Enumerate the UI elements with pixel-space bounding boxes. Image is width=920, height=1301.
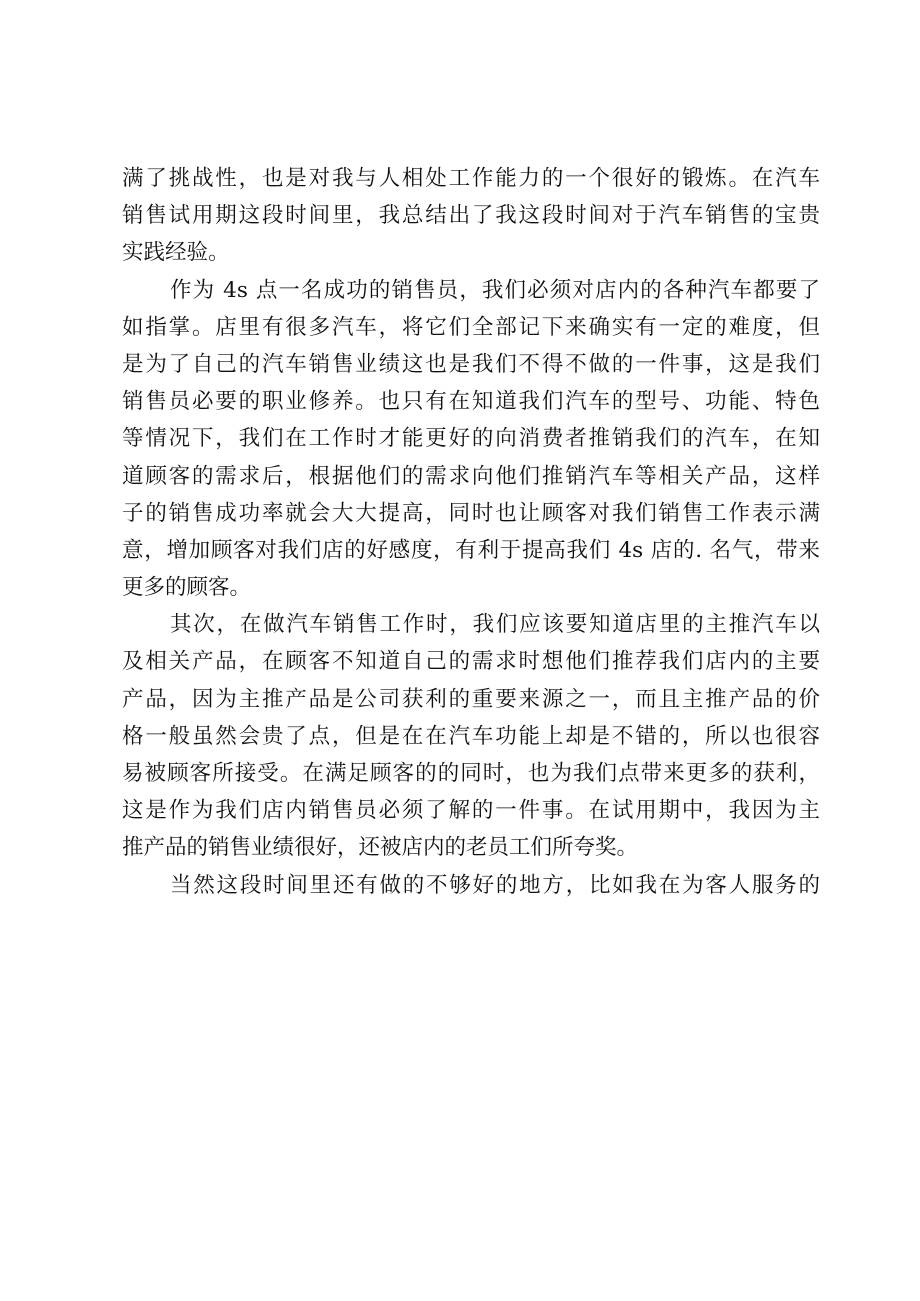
text-line: 产品，因为主推产品是公司获利的重要来源之一，而且主推产品的价 — [122, 686, 820, 712]
text-line: 意，增加顾客对我们店的好感度，有利于提高我们 4s 店的. 名气，带来 — [122, 537, 820, 563]
text-line: 作为 4s 点一名成功的销售员，我们必须对店内的各种汽车都要了 — [170, 277, 820, 303]
text-line: 其次，在做汽车销售工作时，我们应该要知道店里的主推汽车以 — [170, 612, 820, 638]
text-line: 道顾客的需求后，根据他们的需求向他们推销汽车等相关产品，这样 — [122, 463, 820, 489]
text-line: 实践经验。 — [122, 240, 230, 266]
text-line: 销售员必要的职业修养。也只有在知道我们汽车的型号、功能、特色 — [122, 389, 820, 415]
text-line: 及相关产品，在顾客不知道自己的需求时想他们推荐我们店内的主要 — [122, 649, 820, 675]
text-line: 子的销售成功率就会大大提高，同时也让顾客对我们销售工作表示满 — [122, 500, 820, 526]
text-line: 如指掌。店里有很多汽车，将它们全部记下来确实有一定的难度，但 — [122, 314, 820, 340]
text-line: 易被顾客所接受。在满足顾客的的同时，也为我们点带来更多的获利， — [122, 761, 820, 786]
text-line: 格一般虽然会贵了点，但是在在汽车功能上却是不错的，所以也很容 — [122, 723, 820, 749]
text-line: 当然这段时间里还有做的不够好的地方，比如我在为客人服务的 — [170, 872, 820, 898]
text-line: 销售试用期这段时间里，我总结出了我这段时间对于汽车销售的宝贵 — [122, 203, 820, 229]
text-line: 推产品的销售业绩很好，还被店内的老员工们所夸奖。 — [122, 835, 639, 861]
text-line: 等情况下，我们在工作时才能更好的向消费者推销我们的汽车，在知 — [122, 426, 820, 452]
text-line: 这是作为我们店内销售员必须了解的一件事。在试用期中，我因为主 — [122, 798, 820, 824]
text-line: 更多的顾客。 — [122, 575, 252, 601]
text-line: 满了挑战性，也是对我与人相处工作能力的一个很好的锻炼。在汽车 — [122, 166, 820, 191]
text-line: 是为了自己的汽车销售业绩这也是我们不得不做的一件事，这是我们 — [122, 351, 820, 377]
document-body — [122, 160, 820, 904]
